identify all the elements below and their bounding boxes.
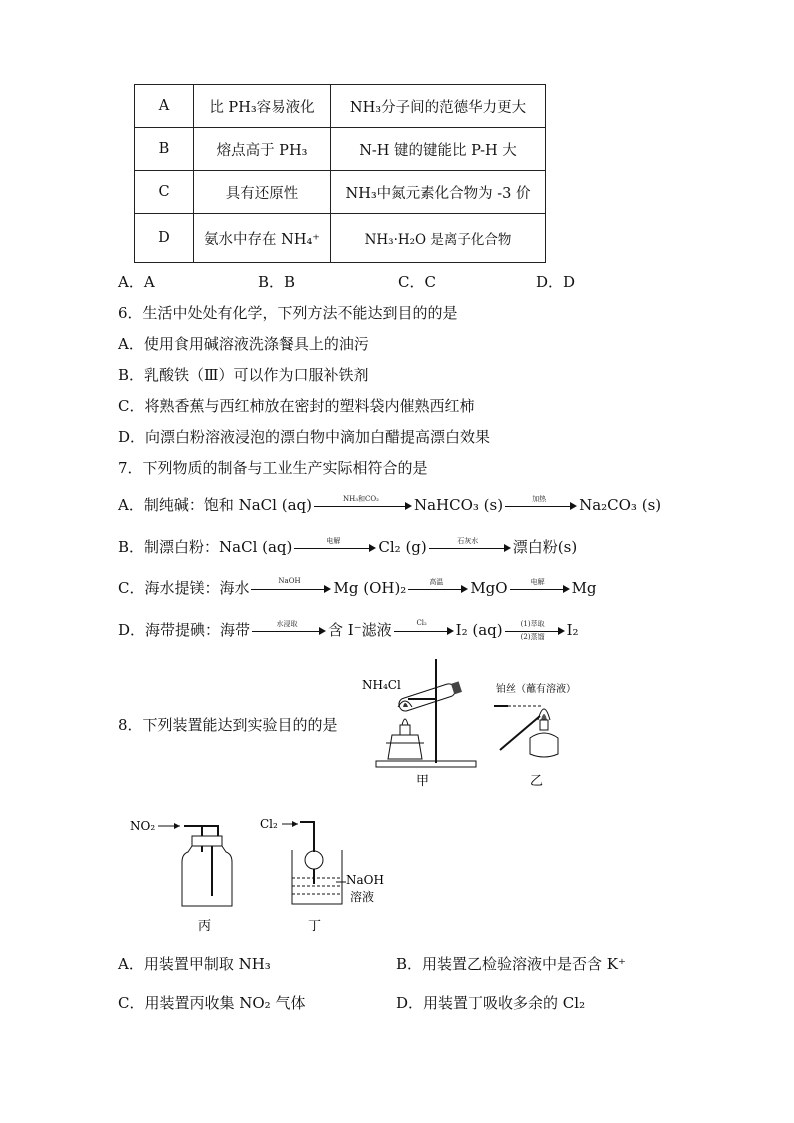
platinum-wire-label: 铂丝（蘸有溶液）: [496, 684, 576, 695]
q8-option-c[interactable]: C．用装置丙收集 NO₂ 气体: [118, 994, 306, 1012]
apparatus-yi: [490, 680, 600, 790]
q7d-mid2: I₂ (aq): [455, 621, 503, 639]
label-ding: 丁: [308, 919, 322, 934]
apparatus-ding: [258, 812, 388, 937]
table-row: [135, 128, 546, 171]
arrow-label: (2)蒸馏: [520, 633, 545, 641]
q8-option-a[interactable]: A．用装置甲制取 NH₃: [118, 955, 271, 973]
arrow-label: (1)萃取: [520, 620, 545, 628]
table-row: [135, 85, 546, 128]
label-bing: 丙: [198, 919, 212, 934]
arrow-label: 电解: [530, 578, 545, 586]
cl2-label: Cl₂: [260, 817, 278, 831]
q7b-end: 漂白粉(s): [512, 538, 578, 556]
arrow-label: NaOH: [278, 577, 301, 585]
q7c-mid2: MgO: [470, 579, 508, 597]
q7-option-b[interactable]: [118, 536, 577, 557]
apparatus-bing: [128, 812, 238, 937]
property-cell: 氨水中存在 NH₄⁺: [194, 214, 331, 263]
arrow-label: Cl₂: [416, 619, 427, 627]
reaction-arrow: [510, 580, 570, 598]
q5-option-d[interactable]: D．D: [536, 273, 576, 291]
q6-stem: 6．生活中处处有化学，下列方法不能达到目的的是: [118, 304, 458, 322]
arrow-label: 高温: [429, 578, 444, 586]
reaction-arrow: [429, 539, 511, 557]
table-row: [135, 214, 546, 263]
q5-option-a[interactable]: A．A: [118, 273, 155, 291]
reason-cell: N-H 键的键能比 P-H 大: [331, 128, 546, 171]
table-row: [135, 171, 546, 214]
solution-label: 溶液: [350, 890, 375, 904]
arrow-label: 水浸取: [276, 620, 298, 628]
reaction-arrow: [505, 497, 577, 515]
reason-cell: NH₃分子间的范德华力更大: [331, 85, 546, 128]
no2-label: NO₂: [130, 819, 156, 833]
label-yi: 乙: [530, 774, 544, 789]
q7a-prefix: A．制纯碱：饱和 NaCl (aq): [118, 496, 312, 514]
label-jia: 甲: [416, 774, 430, 789]
nh4cl-label: NH₄Cl: [362, 678, 401, 692]
property-cell: 熔点高于 PH₃: [194, 128, 331, 171]
apparatus-jia: [360, 655, 490, 790]
reaction-arrow: [294, 539, 376, 557]
reason-cell: NH₃中氮元素化合物为 -3 价: [331, 171, 546, 214]
reaction-arrow: [394, 619, 454, 640]
q7d-end: I₂: [566, 621, 579, 639]
q5-table: [134, 84, 546, 263]
q7-option-a[interactable]: [118, 494, 661, 515]
reaction-arrow: [408, 580, 468, 598]
q7b-mid: Cl₂ (g): [378, 538, 427, 556]
arrow-label: 石灰水: [457, 537, 479, 545]
q7-option-d[interactable]: [118, 619, 579, 640]
arrow-label: NH₃和CO₂: [343, 495, 379, 503]
q8-stem: 8．下列装置能达到实验目的的是: [118, 716, 338, 734]
q7d-prefix: D．海带提碘：海带: [118, 621, 251, 639]
q7c-mid: Mg (OH)₂: [333, 579, 407, 597]
reaction-arrow: [252, 622, 326, 640]
q6-option-d[interactable]: D．向漂白粉溶液浸泡的漂白物中滴加白醋提高漂白效果: [118, 428, 491, 446]
q7d-mid: 含 I⁻滤液: [328, 621, 392, 639]
arrow-label: 电解: [326, 537, 341, 545]
q7-stem: 7．下列物质的制备与工业生产实际相符合的是: [118, 459, 428, 477]
q7a-end: Na₂CO₃ (s): [579, 496, 662, 514]
q6-option-a[interactable]: A．使用食用碱溶液洗涤餐具上的油污: [118, 335, 369, 353]
arrow-label: 加热: [532, 495, 547, 503]
option-cell: C: [135, 171, 194, 214]
option-cell: D: [135, 214, 194, 263]
naoh-label: NaOH: [346, 873, 384, 887]
reaction-arrow: [251, 577, 331, 598]
q5-option-b[interactable]: B．B: [258, 273, 296, 291]
reaction-arrow: [505, 622, 565, 640]
q6-option-c[interactable]: C．将熟香蕉与西红柿放在密封的塑料袋内催熟西红柿: [118, 397, 475, 415]
q6-option-b[interactable]: B．乳酸铁（Ⅲ）可以作为口服补铁剂: [118, 366, 369, 384]
property-cell: 具有还原性: [194, 171, 331, 214]
q8-option-d[interactable]: D．用装置丁吸收多余的 Cl₂: [396, 994, 586, 1012]
q7a-mid: NaHCO₃ (s): [413, 496, 504, 514]
q7b-prefix: B．制漂白粉：NaCl (aq): [118, 538, 293, 556]
reaction-arrow: [314, 497, 412, 515]
q8-option-b[interactable]: B．用装置乙检验溶液中是否含 K⁺: [396, 955, 626, 973]
q7c-prefix: C．海水提镁：海水: [118, 579, 250, 597]
q7-option-c[interactable]: [118, 577, 597, 598]
reason-cell: NH₃·H₂O 是离子化合物: [331, 214, 546, 263]
q5-option-c[interactable]: C．C: [398, 273, 436, 291]
option-cell: B: [135, 128, 194, 171]
q7c-end: Mg: [571, 579, 597, 597]
property-cell: 比 PH₃容易液化: [194, 85, 331, 128]
option-cell: A: [135, 85, 194, 128]
